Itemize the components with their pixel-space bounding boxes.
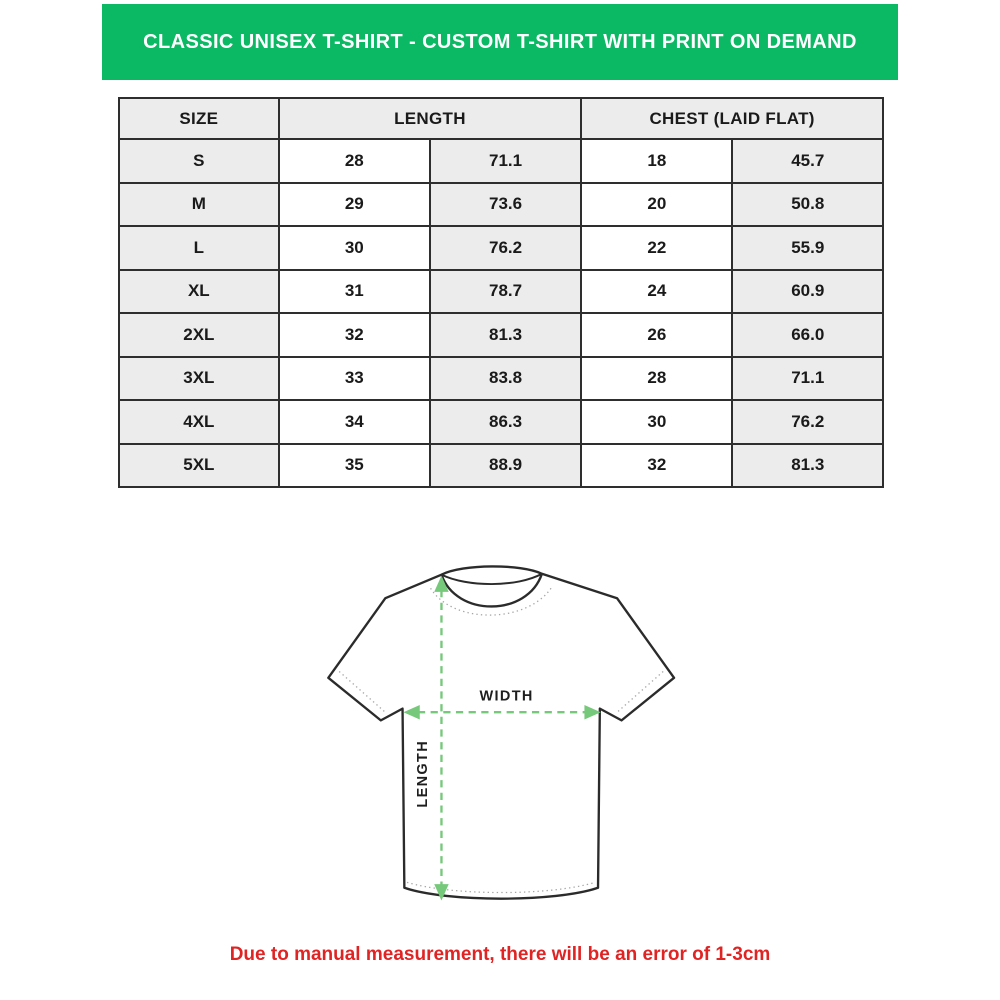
size-cell: L bbox=[119, 226, 279, 270]
length-cm-cell: 76.2 bbox=[430, 226, 581, 270]
length-label: LENGTH bbox=[414, 739, 431, 808]
tshirt-outline-icon bbox=[328, 566, 674, 898]
length-in-cell: 29 bbox=[279, 183, 430, 227]
tshirt-illustration bbox=[322, 550, 684, 936]
chest-in-cell: 26 bbox=[581, 313, 732, 357]
table-row bbox=[119, 270, 883, 314]
chest-cm-cell: 71.1 bbox=[732, 357, 883, 401]
chest-cm-cell: 50.8 bbox=[732, 183, 883, 227]
length-in-cell: 28 bbox=[279, 139, 430, 183]
col-header-size: SIZE bbox=[119, 98, 279, 139]
chest-cm-cell: 66.0 bbox=[732, 313, 883, 357]
chest-cm-cell: 60.9 bbox=[732, 270, 883, 314]
length-cm-cell: 71.1 bbox=[430, 139, 581, 183]
title-banner bbox=[102, 4, 898, 80]
length-in-cell: 35 bbox=[279, 444, 430, 488]
chest-in-cell: 24 bbox=[581, 270, 732, 314]
tshirt-measurement-diagram bbox=[322, 550, 684, 936]
chest-cm-cell: 81.3 bbox=[732, 444, 883, 488]
chest-in-cell: 28 bbox=[581, 357, 732, 401]
chest-in-cell: 30 bbox=[581, 400, 732, 444]
table-row bbox=[119, 400, 883, 444]
width-label: WIDTH bbox=[479, 688, 534, 705]
table-row bbox=[119, 183, 883, 227]
page-title: CLASSIC UNISEX T-SHIRT - CUSTOM T-SHIRT WITH PRINT ON DEMAND bbox=[143, 30, 857, 53]
size-cell: 4XL bbox=[119, 400, 279, 444]
size-cell: 2XL bbox=[119, 313, 279, 357]
size-chart-table bbox=[118, 97, 884, 488]
length-cm-cell: 83.8 bbox=[430, 357, 581, 401]
chest-in-cell: 18 bbox=[581, 139, 732, 183]
size-cell: XL bbox=[119, 270, 279, 314]
length-cm-cell: 88.9 bbox=[430, 444, 581, 488]
chest-in-cell: 22 bbox=[581, 226, 732, 270]
table-header-row bbox=[119, 98, 883, 139]
measurement-disclaimer: Due to manual measurement, there will be an error of 1-3cm bbox=[229, 944, 771, 965]
col-header-chest: CHEST (LAID FLAT) bbox=[581, 98, 883, 139]
table-row bbox=[119, 226, 883, 270]
chest-in-cell: 20 bbox=[581, 183, 732, 227]
length-in-cell: 33 bbox=[279, 357, 430, 401]
size-cell: S bbox=[119, 139, 279, 183]
chest-cm-cell: 76.2 bbox=[732, 400, 883, 444]
table-row bbox=[119, 444, 883, 488]
length-in-cell: 34 bbox=[279, 400, 430, 444]
table-row bbox=[119, 357, 883, 401]
length-cm-cell: 86.3 bbox=[430, 400, 581, 444]
col-header-length: LENGTH bbox=[279, 98, 582, 139]
chest-cm-cell: 55.9 bbox=[732, 226, 883, 270]
length-cm-cell: 73.6 bbox=[430, 183, 581, 227]
table-row bbox=[119, 139, 883, 183]
size-cell: 5XL bbox=[119, 444, 279, 488]
size-cell: M bbox=[119, 183, 279, 227]
length-in-cell: 31 bbox=[279, 270, 430, 314]
length-cm-cell: 81.3 bbox=[430, 313, 581, 357]
chest-cm-cell: 45.7 bbox=[732, 139, 883, 183]
length-in-cell: 32 bbox=[279, 313, 430, 357]
length-in-cell: 30 bbox=[279, 226, 430, 270]
size-cell: 3XL bbox=[119, 357, 279, 401]
table-row bbox=[119, 313, 883, 357]
chest-in-cell: 32 bbox=[581, 444, 732, 488]
length-cm-cell: 78.7 bbox=[430, 270, 581, 314]
